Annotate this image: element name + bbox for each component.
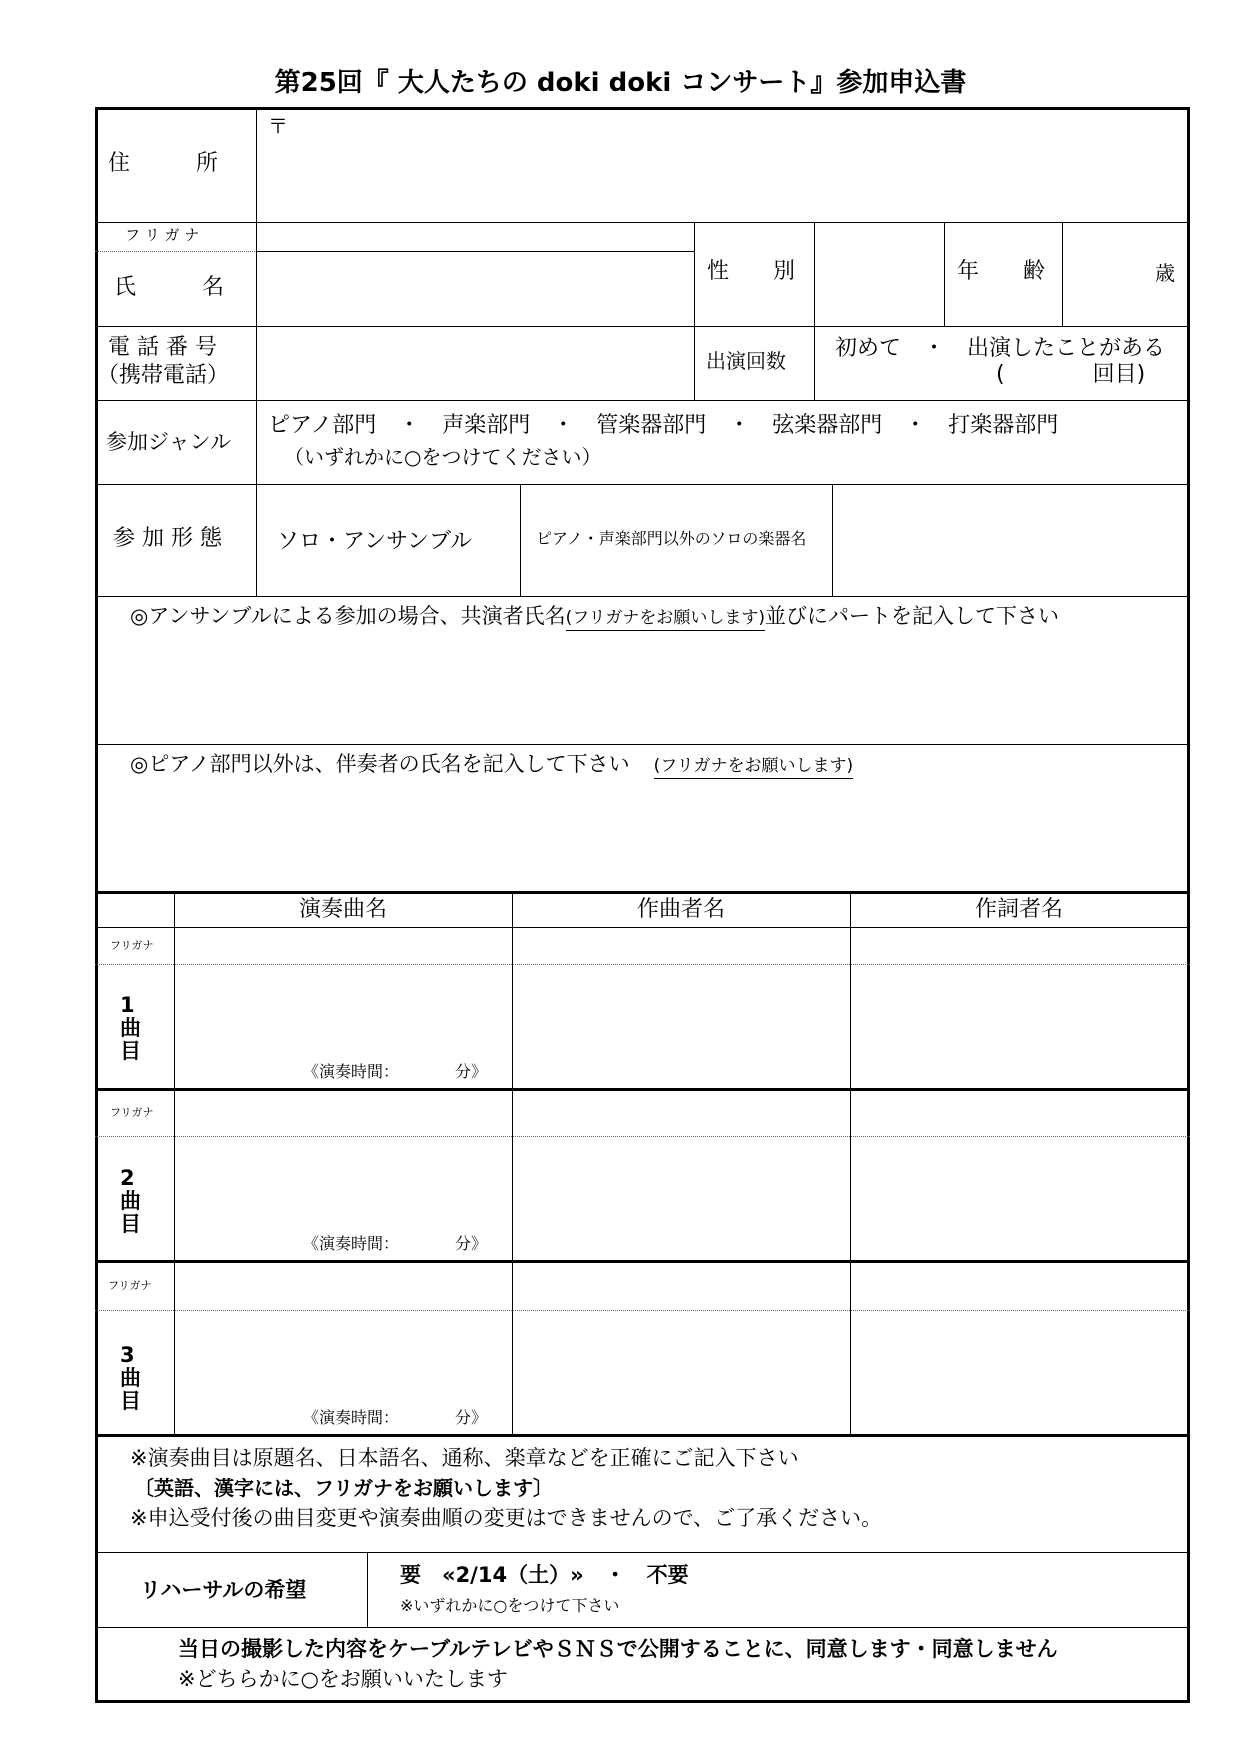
gender-label: 性 別: [707, 259, 796, 284]
ensemble-note-furigana: (フリガナをお願いします): [566, 608, 765, 631]
song3-label-2: 曲: [120, 1366, 141, 1390]
age-label: 年 齢: [957, 259, 1046, 284]
instrument-label: ピアノ・声楽部門以外のソロの楽器名: [536, 529, 807, 548]
rehearsal-options[interactable]: 要 «2/14（土）» ・ 不要: [400, 1563, 689, 1587]
song2-time-label[interactable]: 《演奏時間： 分》: [303, 1234, 488, 1253]
page-title: 第25回『 大人たちの doki doki コンサート』参加申込書: [274, 68, 967, 98]
song3-time-label[interactable]: 《演奏時間： 分》: [303, 1408, 488, 1427]
consent-text[interactable]: 当日の撮影した内容をケーブルテレビやＳＮＳで公開することに、同意します・同意しません: [178, 1637, 1058, 1661]
song2-furigana-label: フリガナ: [110, 1106, 154, 1119]
postal-mark: 〒: [268, 114, 288, 138]
song2-label-3: 目: [120, 1212, 141, 1236]
name-furigana-field[interactable]: [258, 224, 692, 250]
rehearsal-label: リハーサルの希望: [140, 1578, 307, 1602]
song1-label-3: 目: [120, 1039, 141, 1063]
notes-line3: ※申込受付後の曲目変更や演奏曲順の変更はできませんので、ご了承ください。: [130, 1506, 883, 1530]
song3-label-3: 目: [120, 1389, 141, 1413]
header-song-title: 演奏曲名: [298, 897, 387, 922]
name-label: 氏 名: [114, 275, 225, 300]
address-label: 住 所: [108, 151, 219, 176]
header-composer: 作曲者名: [636, 897, 725, 922]
accompanist-note: [130, 754, 853, 775]
notes-line2: 〔英語、漢字には、フリガナをお願いします〕: [134, 1476, 553, 1500]
phone-field[interactable]: [258, 328, 692, 398]
ensemble-note: [130, 606, 1059, 627]
song1-label-2: 曲: [120, 1016, 141, 1040]
instrument-field[interactable]: [834, 486, 1188, 594]
ensemble-note-prefix: ◎アンサンブルによる参加の場合、共演者氏名: [130, 604, 566, 628]
song3-label-1: 3: [120, 1343, 135, 1367]
notes-line1: ※演奏曲目は原題名、日本語名、通称、楽章などを正確にご記入下さい: [130, 1446, 799, 1470]
furigana-label: フ リ ガ ナ: [125, 226, 200, 244]
genre-label: 参加ジャンル: [106, 430, 232, 454]
song2-label-1: 2: [120, 1166, 135, 1190]
phone-label-line2: （携帯電話）: [97, 363, 230, 388]
ensemble-note-suffix: 並びにパートを記入して下さい: [765, 604, 1060, 628]
consent-note: ※どちらかに○をお願いいたします: [178, 1667, 508, 1691]
form-type-options[interactable]: ソロ・アンサンブル: [277, 529, 473, 554]
address-field[interactable]: [258, 110, 1188, 220]
song1-label-1: 1: [120, 993, 135, 1017]
appearances-label: 出演回数: [706, 349, 786, 373]
song1-furigana-label: フリガナ: [110, 939, 154, 952]
rehearsal-note: ※いずれかに○をつけて下さい: [400, 1596, 620, 1615]
song1-time-label[interactable]: 《演奏時間： 分》: [303, 1062, 488, 1081]
gender-field[interactable]: [816, 224, 942, 324]
phone-label-line1: 電 話 番 号: [108, 335, 217, 360]
form-type-label: 参 加 形 態: [113, 526, 222, 551]
age-unit[interactable]: 歳: [1155, 261, 1175, 285]
genre-note: （いずれかに○をつけてください）: [284, 445, 602, 469]
genre-options[interactable]: ピアノ部門 ・ 声楽部門 ・ 管楽器部門 ・ 弦楽器部門 ・ 打楽器部門: [268, 413, 1059, 438]
accompanist-field[interactable]: [97, 790, 1188, 888]
name-field[interactable]: [258, 253, 692, 324]
accompanist-note-text: ◎ピアノ部門以外は、伴奏者の氏名を記入して下さい: [130, 752, 630, 776]
song3-furigana-label: フリガナ: [108, 1279, 152, 1292]
appearances-options-line1[interactable]: 初めて ・ 出演したことがある: [835, 336, 1166, 361]
appearances-options-line2[interactable]: ( 回目): [996, 362, 1146, 387]
header-lyricist: 作詞者名: [974, 897, 1063, 922]
song2-label-2: 曲: [120, 1189, 141, 1213]
ensemble-field[interactable]: [97, 640, 1188, 740]
accompanist-note-furigana: (フリガナをお願いします): [654, 756, 853, 779]
